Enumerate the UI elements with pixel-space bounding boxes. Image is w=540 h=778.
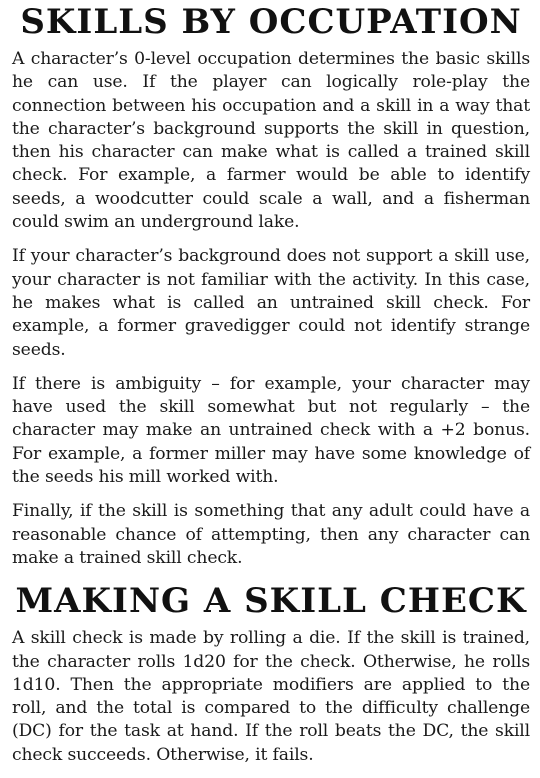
paragraph-ambiguity: If there is ambiguity – for example, your character may have used the skill somewhat but not regularly – the character may make an untrained check with a +2 bonus. For example, a former miller may have some knowledge of the seeds his mill worked with. [12,373,530,488]
document-page [12,0,530,778]
heading-skills-by-occupation: SKILLS BY OCCUPATION [20,2,522,42]
heading-making-a-skill-check: MAKING A SKILL CHECK [15,581,527,622]
paragraph-occupation-skills: A character’s 0-level occupation determines the basic skills he can use. If the player can logically role-play the connection between his occupation and a skill in a way that the character’s background supports the skill in question, then his character can make what is called a trained skill check. For example, a farmer would be able to identify seeds, a woodcutter could scale a wall, and a fisherman could swim an underground lake. [12,49,530,233]
paragraph-any-adult: Finally, if the skill is something that any adult could have a reasonable chance of attempting, then any character can make a trained skill check. [12,501,530,568]
paragraph-skill-check-roll: A skill check is made by rolling a die. If the skill is trained, the character rolls 1d20 for the check. Otherwise, he rolls 1d10. Then the appropriate modifiers are applied to the roll, and the total is compared to the difficulty challenge (DC) for the task at hand. If the roll beats the DC, the skill check succeeds. Otherwise, it fails. [12,628,530,765]
paragraph-untrained-check: If your character’s background does not support a skill use, your character is not familiar with the activity. In this case, he makes what is called an untrained skill check. For example, a former gravedigger could not identify strange seeds. [12,246,530,360]
